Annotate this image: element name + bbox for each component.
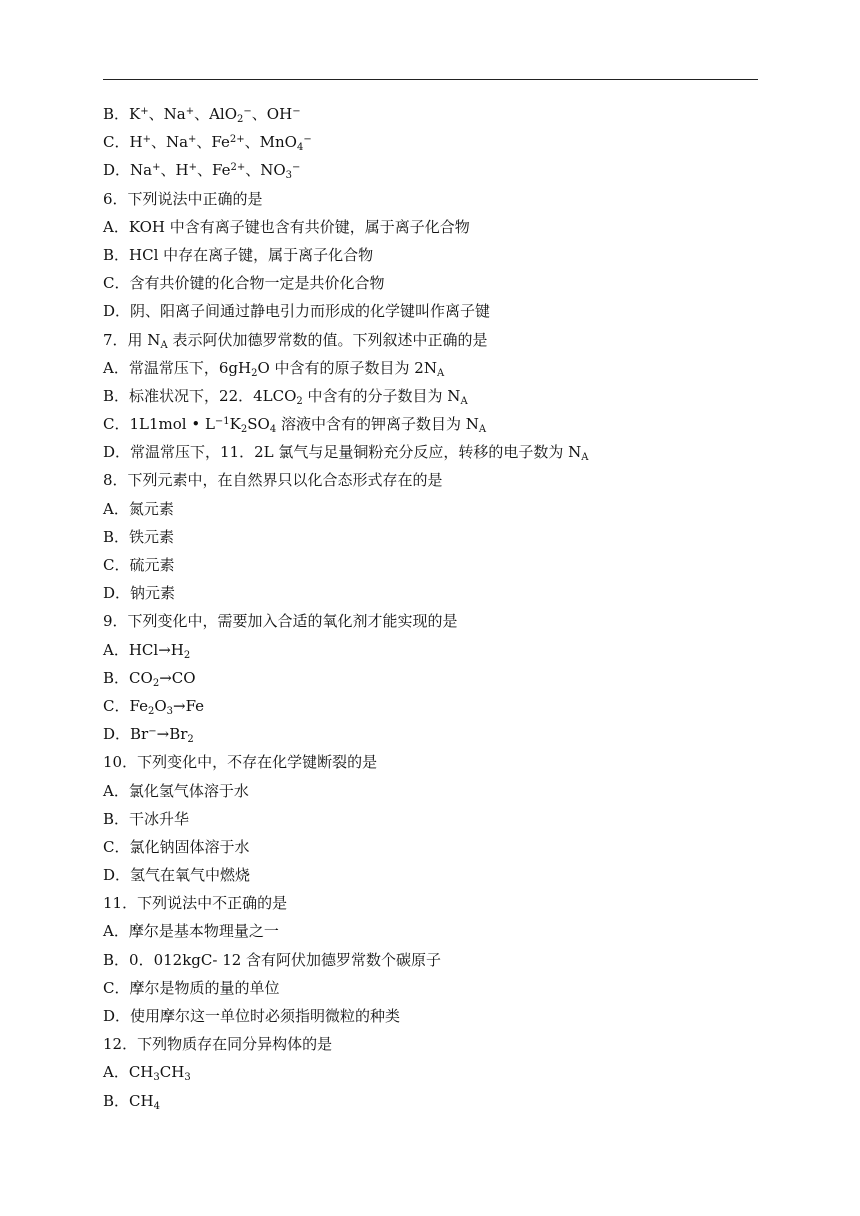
- option-11c: C．摩尔是物质的量的单位: [103, 978, 280, 997]
- option-10d: D．氢气在氧气中燃烧: [103, 866, 251, 885]
- option-5c: C．H+、Na+、$Fe^{2+}$、MnO$_4$−: [103, 133, 312, 154]
- option-10c: C．氯化钠固体溶于水: [103, 837, 250, 856]
- option-8b: B．铁元素: [103, 527, 175, 546]
- exam-page-content: [103, 100, 763, 1115]
- option-6b: B．HCl 中存在离子键，属于离子化合物: [103, 245, 374, 264]
- option-11b: B．0．012kgC- 12 含有阿伏加德罗常数个碳原子: [103, 950, 442, 969]
- question-11: 11．下列说法中不正确的是: [103, 894, 288, 913]
- question-10: 10．下列变化中，不存在化学键断裂的是: [103, 753, 378, 772]
- option-6a: A．KOH 中含有离子键也含有共价键，属于离子化合物: [103, 217, 470, 236]
- question-9: 9．下列变化中，需要加入合适的氧化剂才能实现的是: [103, 612, 458, 631]
- option-5b: B．K+、Na+、AlO$_2$−、OH−: [103, 105, 301, 125]
- option-9c: C．$Fe_2O_3\to Fe$: [103, 696, 205, 717]
- option-10a: A．氯化氢气体溶于水: [103, 781, 249, 800]
- option-6d: D．阴、阳离子间通过静电引力而形成的化学键叫作离子键: [103, 302, 491, 321]
- option-7c: C．1L1mol • $L^{-1}K_2SO_4$ 溶液中含有的钾离子数目为 $N_A$: [103, 415, 487, 436]
- option-7a: A．常温常压下，$6gH_2O$ 中含有的原子数目为 $2N_A$: [103, 358, 445, 379]
- option-12a: A．$CH_3CH_3$: [103, 1063, 191, 1084]
- option-8a: A．氮元素: [103, 499, 174, 518]
- question-7: 7．用 $N_A$ 表示阿伏加德罗常数的值。下列叙述中正确的是: [103, 330, 488, 351]
- option-5d: D．Na+、H+、$Fe^{2+}$、$NO_3^-$: [103, 161, 301, 182]
- option-10b: B．干冰升华: [103, 809, 190, 828]
- option-12b: B．$CH_4$: [103, 1091, 160, 1112]
- option-7d: D．常温常压下，11．2L 氯气与足量铜粉充分反应，转移的电子数为 $N_A$: [103, 443, 589, 464]
- question-8: 8．下列元素中，在自然界只以化合态形式存在的是: [103, 471, 443, 490]
- option-9d: D．$Br^-\to Br_2$: [103, 725, 194, 746]
- option-11a: A．摩尔是基本物理量之一: [103, 922, 279, 941]
- option-8c: C．硫元素: [103, 556, 175, 574]
- option-8d: D．钠元素: [103, 584, 176, 603]
- option-11d: D．使用摩尔这一单位时必须指明微粒的种类: [103, 1007, 401, 1025]
- option-9b: B．$CO_2\to CO$: [103, 668, 196, 689]
- option-9a: A．$HCl\to H_2$: [103, 640, 191, 661]
- question-12: 12．下列物质存在同分异构体的是: [103, 1035, 333, 1054]
- option-7b: B．标准状况下，22．$4LCO_2$ 中含有的分子数目为 $N_A$: [103, 386, 468, 407]
- option-6c: C．含有共价键的化合物一定是共价化合物: [103, 274, 385, 293]
- header-rule: [103, 79, 758, 80]
- question-6: 6．下列说法中正确的是: [103, 189, 263, 208]
